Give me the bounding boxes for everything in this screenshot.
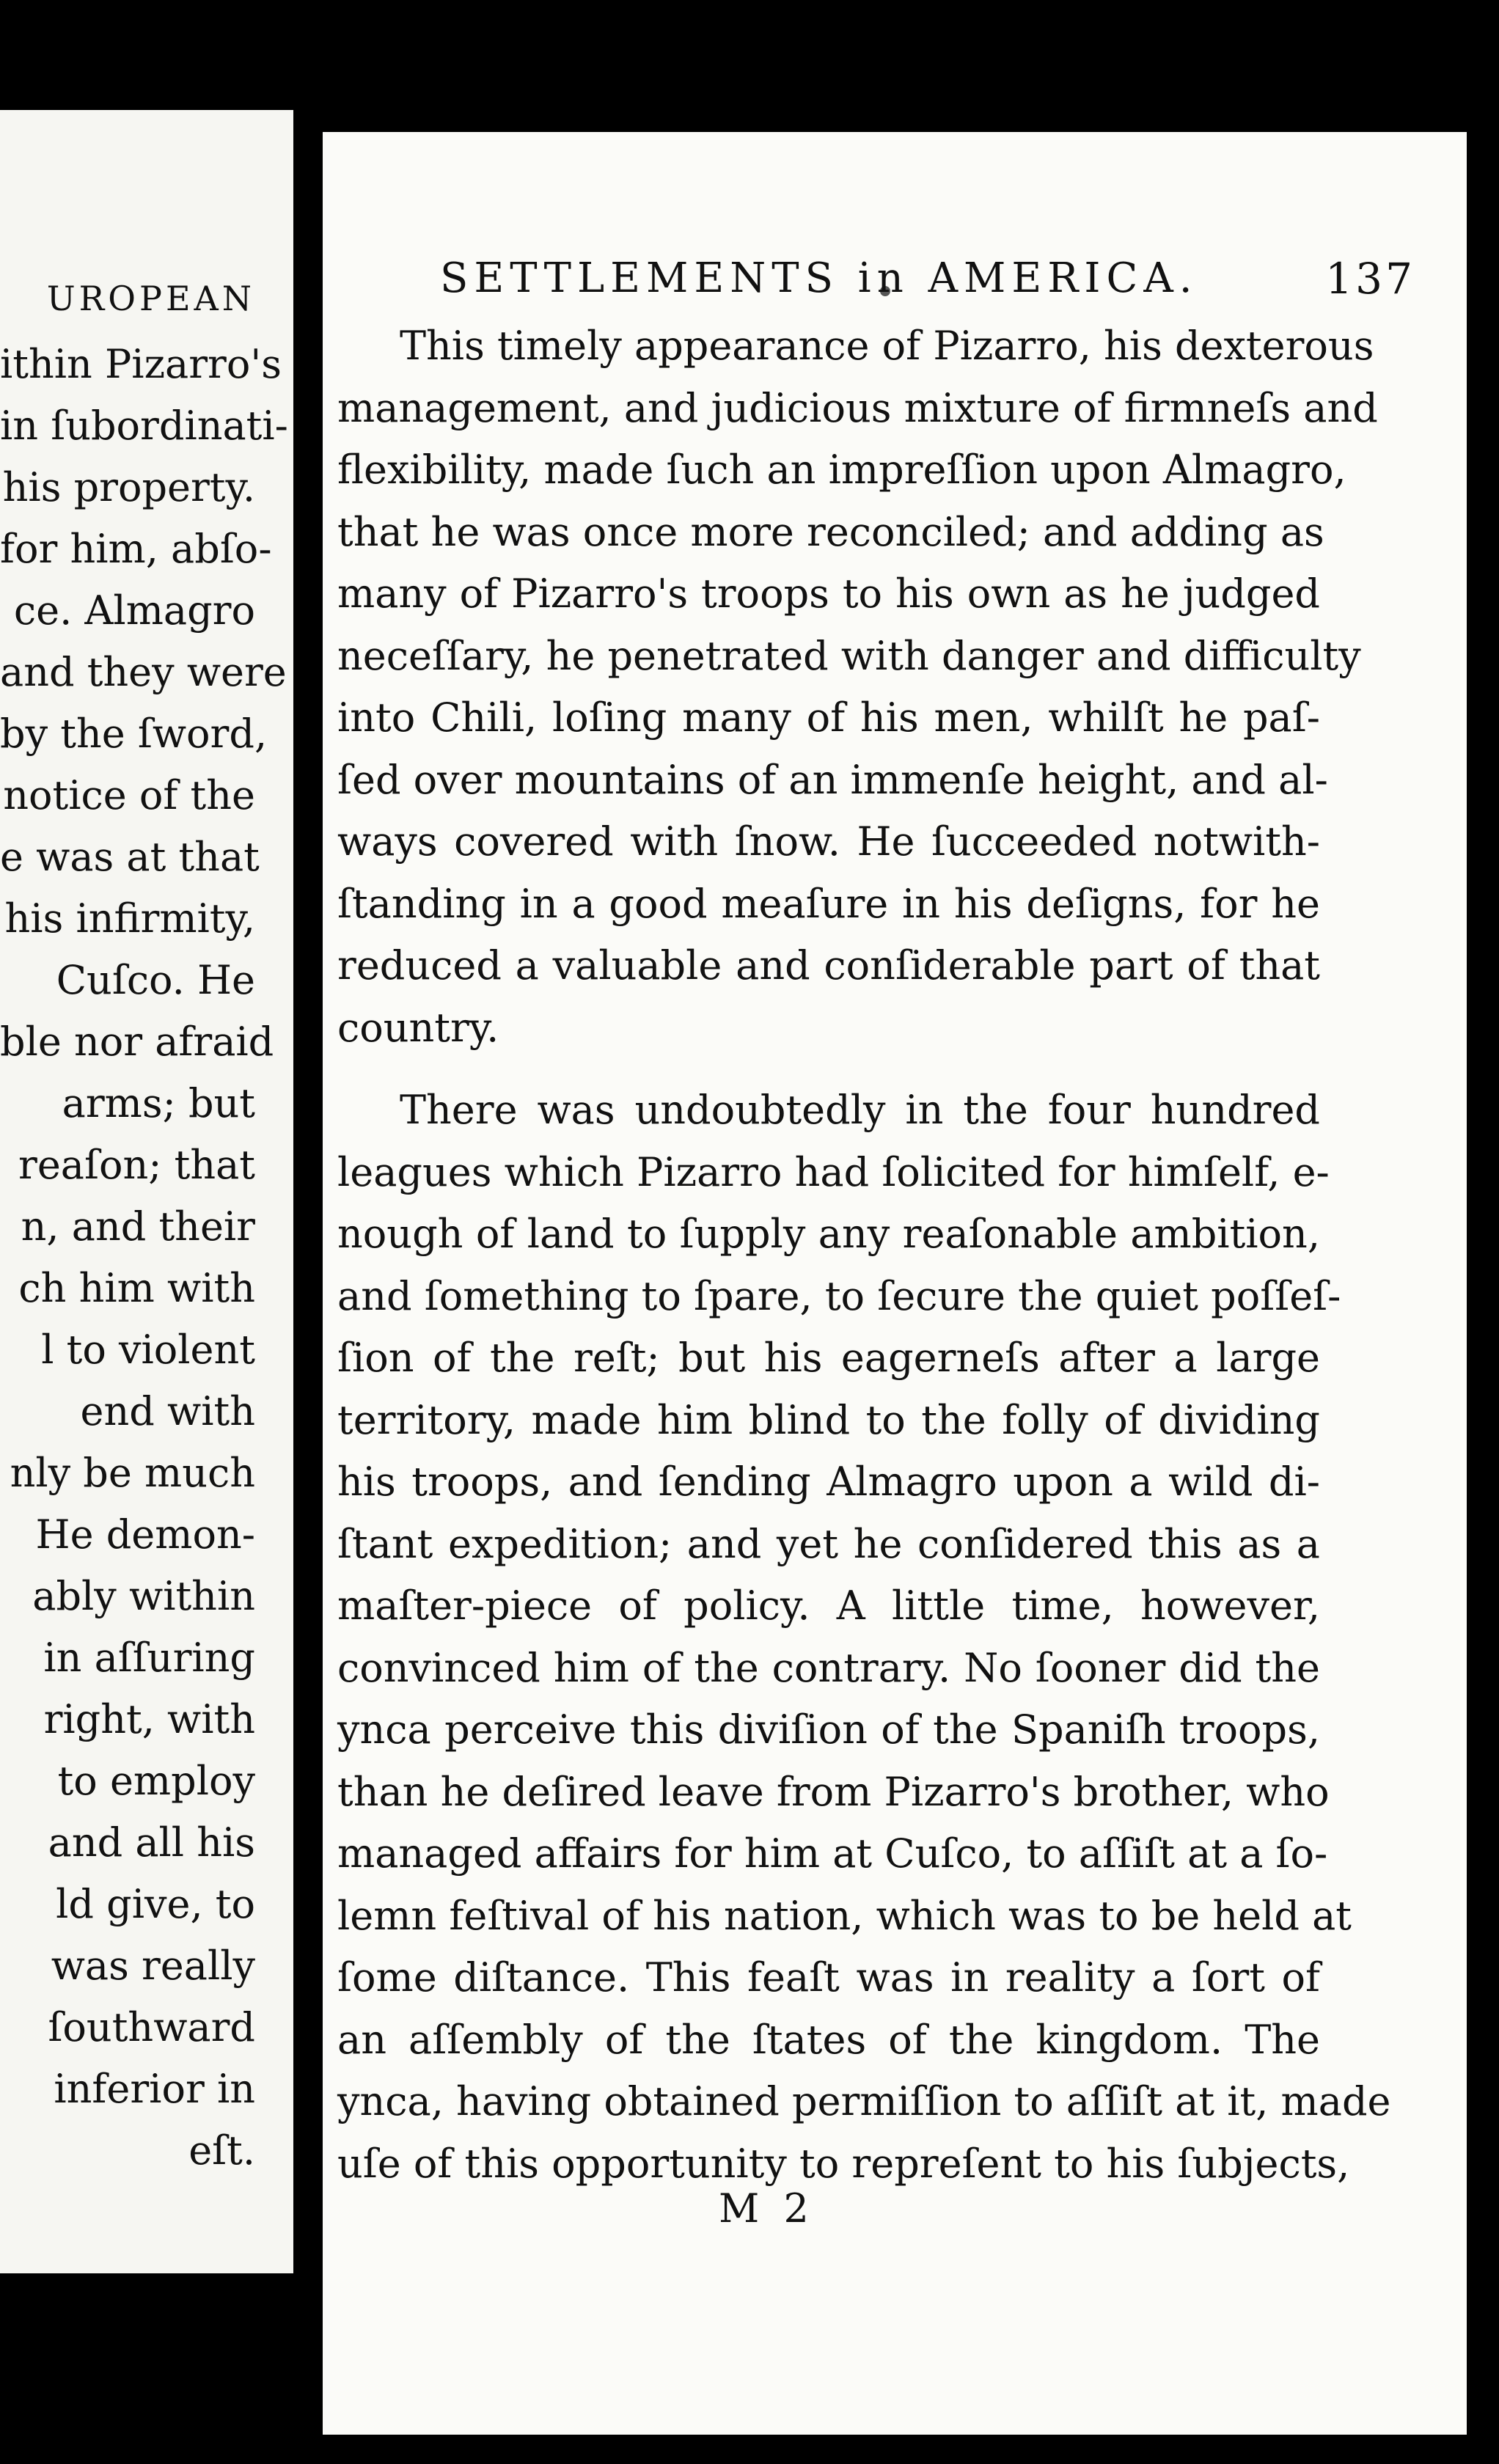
previous-page-line: He demon- [35,1511,255,1558]
page-number: 137 [1325,254,1415,304]
previous-page-fragment [0,110,293,2273]
paragraph-1 [337,315,1378,1059]
text-line: nough of land to ſupply any reaſonable ambition, [337,1211,1320,1257]
paragraph-2 [337,1079,1391,2195]
previous-page-line: reaſon; that [18,1142,255,1188]
text-line: convinced him of the contrary. No ſooner did the [337,1644,1320,1691]
text-line: an aſſembly of the ſtates of the kingdom. The [337,2016,1320,2063]
text-line: managed affairs for him at Cuſco, to aſſiſt at a ſo- [337,1830,1328,1877]
text-line: This timely appearance of Pizarro, his dexterous [400,323,1374,369]
text-line: management, and judicious mixture of firmneſs and [337,384,1378,431]
text-line: reduced a valuable and conſiderable part of that [337,942,1320,989]
previous-page-line: arms; but [62,1080,255,1126]
text-line: ways covered with ſnow. He ſucceeded notwith- [337,818,1320,865]
previous-page-line: ch him with [18,1265,255,1311]
text-line: flexibility, made ſuch an impreſſion upon Almagro, [337,447,1346,493]
previous-page-text [0,334,288,2182]
signature-mark: M 2 [719,2185,815,2232]
previous-page-line: ably within [32,1573,255,1619]
text-line: ynca, having obtained permiſſion to aſſiſt at it, made [337,2078,1391,2124]
text-line: There was undoubtedly in the four hundred [400,1087,1320,1133]
previous-page-line: eſt. [188,2127,255,2174]
previous-page-line: for him, abſo- [0,526,272,572]
text-line: ynca perceive this diviſion of the Spaniſh troops, [337,1706,1320,1753]
previous-page-line: and they were [0,649,287,695]
previous-page-running-head: UROPEAN [46,279,255,318]
previous-page-line: right, with [43,1696,255,1742]
text-line: maſter-piece of policy. A little time, however, [337,1583,1320,1629]
page-137 [323,132,1467,2435]
previous-page-line: inferior in [54,2066,255,2112]
text-line: ſed over mountains of an immenſe height, and al- [337,756,1328,803]
previous-page-line: ld give, to [56,1881,255,1927]
previous-page-line: in ſubordinati- [0,403,288,449]
previous-page-line: by the ſword, [0,711,268,757]
previous-page-line: ce. Almagro [13,587,255,634]
previous-page-line: and all his [48,1819,255,1866]
text-line: territory, made him blind to the folly of dividing [337,1396,1320,1443]
text-line: that he was once more reconciled; and adding as [337,508,1324,555]
text-line: ſtant expedition; and yet he conſidered this as a [337,1520,1320,1567]
text-line: country. [337,1004,499,1051]
text-line: uſe of this opportunity to repreſent to his ſubjects, [337,2140,1350,2187]
previous-page-line: l to violent [41,1327,255,1373]
text-line: and ſomething to ſpare, to ſecure the quiet poſſeſ- [337,1272,1341,1319]
running-head-title: SETTLEMENTS in AMERICA. [440,254,1198,302]
text-line: lemn feſtival of his nation, which was to be held at [337,1892,1352,1939]
text-line: ſion of the reſt; but his eagerneſs after a large [337,1335,1320,1381]
text-line: leagues which Pizarro had ſolicited for himſelf, e- [337,1148,1330,1195]
previous-page-line: his infirmity, [4,895,255,942]
previous-page-line: end with [80,1388,255,1434]
previous-page-line: ble nor afraid [0,1019,274,1065]
previous-page-line: was really [51,1943,255,1989]
previous-page-line: e was at that [0,834,260,880]
text-line: neceſſary, he penetrated with danger and difficulty [337,632,1361,679]
previous-page-line: ſouthward [48,2004,255,2050]
previous-page-line: in aſſuring [43,1635,255,1681]
text-line: ſtanding in a good meaſure in his deſigns, for he [337,880,1320,927]
text-line: into Chili, loſing many of his men, whilſt he paſ- [337,694,1320,741]
running-head [440,246,1423,312]
text-line: his troops, and ſending Almagro upon a wild di- [337,1459,1320,1505]
body-text [337,315,1391,2195]
previous-page-line: Cuſco. He [56,957,255,1003]
previous-page-line: to employ [57,1758,255,1804]
page-gutter [293,110,323,2442]
text-line: ſome diſtance. This feaſt was in reality a ſort of [337,1954,1320,2001]
text-line: than he deſired leave from Pizarro's brother, who [337,1768,1330,1815]
previous-page-line: notice of the [3,772,255,818]
text-line: many of Pizarro's troops to his own as he judged [337,571,1320,617]
previous-page-line: n, and their [21,1203,255,1250]
previous-page-line: his property. [2,464,255,510]
previous-page-line: nly be much [10,1450,255,1496]
previous-page-line: ithin Pizarro's [0,341,282,387]
